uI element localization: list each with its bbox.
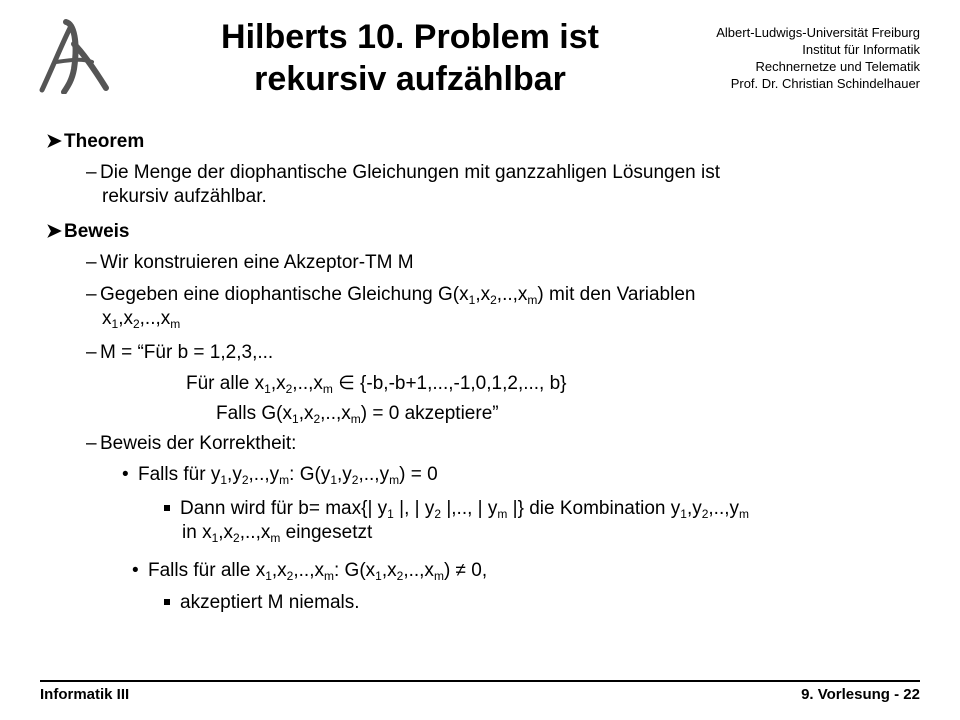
- proof-subbullet-2: akzeptiert M niemals.: [164, 592, 360, 614]
- proof-item-3-if: Falls $G(x_1,x_2,..,x_m) = 0$ akzeptiere”: [216, 403, 499, 426]
- proof-item-3-for: Für alle $x_1,x_2,..,x_m$ ∈ {-b,-b+1,...,-1,0,1,2,..., b}: [186, 373, 567, 396]
- proof-item-4: – Beweis der Korrektheit:: [86, 433, 297, 454]
- arrow-bullet-icon: ➤: [46, 131, 62, 152]
- footer-course: Informatik III: [40, 686, 130, 703]
- square-bullet-icon: [164, 505, 170, 511]
- footer-lecture-page: 9. Vorlesung - 22: [801, 686, 920, 703]
- element-of-symbol: ∈: [338, 373, 355, 394]
- affiliation-block: [716, 24, 920, 92]
- page-title: [160, 16, 660, 100]
- affiliation-line: Institut für Informatik: [802, 42, 920, 57]
- title-line-1: Hilberts 10. Problem ist: [221, 18, 599, 56]
- proof-bullet-2: • Falls für alle $x_1,x_2,..,x_m$: $G(x_1,x_2,..,x_m) \ne 0$,: [132, 560, 488, 583]
- proof-bullet-1: • Falls für $y_1,y_2,..,y_m$: $G(y_1,y_2,..,y_m) = 0$: [122, 464, 438, 487]
- theorem-text-cont: rekursiv aufzählbar.: [102, 186, 267, 207]
- proof-item-3: – M = “Für b = 1,2,3,...: [86, 342, 274, 363]
- affiliation-line: Prof. Dr. Christian Schindelhauer: [730, 76, 920, 91]
- university-logo-icon: [34, 14, 124, 94]
- arrow-bullet-icon: ➤: [46, 221, 62, 242]
- footer-divider: [40, 680, 920, 682]
- title-line-2: rekursiv aufzählbar: [254, 60, 566, 98]
- proof-subbullet-1: Dann wird für b= max{| $y_1$ |, | $y_2$ |,.., | $y_m$ |} die Kombination $y_1,y_2,..,y_m$: [164, 498, 749, 520]
- affiliation-line: Albert-Ludwigs-Universität Freiburg: [716, 25, 920, 40]
- theorem-heading: ➤ Theorem: [46, 131, 145, 152]
- proof-item-2: – Gegeben eine diophantische Gleichung $G(x_1,x_2,..,x_m)$ mit den Variablen: [86, 284, 696, 307]
- proof-subbullet-1-cont: in $x_1,x_2,..,x_m$ eingesetzt: [182, 522, 373, 545]
- proof-item-2-cont: $x_1,x_2,..,x_m$: [102, 308, 181, 331]
- square-bullet-icon: [164, 599, 170, 605]
- proof-item-1: – Wir konstruieren eine Akzeptor-TM M: [86, 252, 414, 273]
- affiliation-line: Rechnernetze und Telematik: [755, 59, 920, 74]
- theorem-text: – Die Menge der diophantische Gleichungen mit ganzzahligen Lösungen ist: [86, 162, 721, 183]
- proof-heading: ➤ Beweis: [46, 221, 130, 242]
